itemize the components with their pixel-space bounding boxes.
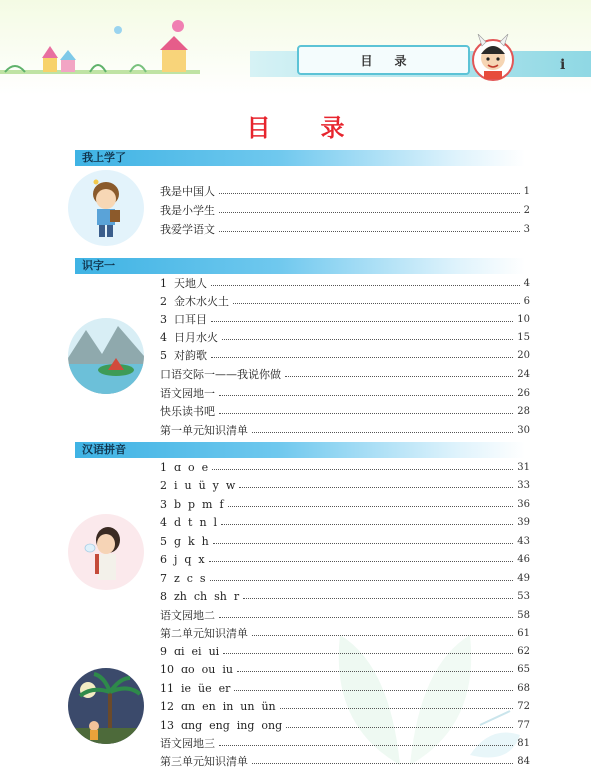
- toc-entry-title: 第三单元知识清单: [160, 755, 248, 768]
- toc-entry-page: 39: [517, 517, 530, 528]
- section-label: 汉语拼音: [82, 443, 126, 456]
- toc-entry-title: 第二单元知识清单: [160, 627, 248, 640]
- dot-leader: [211, 357, 513, 358]
- section-label: 识字一: [82, 259, 115, 272]
- dot-leader: [285, 376, 513, 377]
- toc-entry-page: 36: [517, 499, 530, 510]
- dot-leader: [212, 469, 513, 470]
- toc-entry[interactable]: [160, 477, 530, 495]
- toc-entry[interactable]: [160, 347, 530, 365]
- toc-entry-title: 语文园地三: [160, 737, 215, 750]
- toc-entry-page: 4: [523, 278, 530, 289]
- section-label: 我上学了: [82, 151, 126, 164]
- toc-entry-title: 5 对韵歌: [160, 349, 207, 362]
- toc-entry[interactable]: [160, 293, 530, 311]
- dot-leader: [221, 524, 513, 525]
- dot-leader: [219, 395, 513, 396]
- toc-entry-page: 30: [517, 425, 530, 436]
- toc-entry-page: 81: [517, 738, 530, 749]
- mascot-character-icon: [472, 34, 514, 82]
- toc-entry[interactable]: [160, 183, 530, 201]
- toc-entry[interactable]: [160, 366, 530, 384]
- toc-entry-page: 46: [517, 554, 530, 565]
- toc-entry-page: 72: [517, 701, 530, 712]
- dot-leader: [286, 727, 513, 728]
- toc-entry-title: 7 z c s: [160, 572, 206, 585]
- toc-entry-page: 62: [517, 646, 530, 657]
- toc-entry[interactable]: [160, 717, 530, 735]
- dot-leader: [237, 671, 513, 672]
- header-title-scroll: [297, 45, 470, 75]
- toc-entry-title: 我爱学语文: [160, 223, 215, 236]
- toc-entry[interactable]: [160, 422, 530, 440]
- dot-leader: [219, 413, 513, 414]
- toc-entry-title: 快乐读书吧: [160, 405, 215, 418]
- dot-leader: [280, 708, 514, 709]
- toc-entry[interactable]: [160, 625, 530, 643]
- dot-leader: [219, 617, 513, 618]
- header-title-char-2: 录: [394, 53, 407, 68]
- toc-entry-title: 1 ɑ o e: [160, 461, 209, 474]
- toc-entry[interactable]: [160, 698, 530, 716]
- toc-entry[interactable]: [160, 661, 530, 679]
- toc-entry[interactable]: [160, 275, 530, 293]
- toc-entry-page: 84: [517, 756, 530, 767]
- toc-entry-page: 24: [517, 369, 530, 380]
- dot-leader: [219, 745, 513, 746]
- landscape-illustration-icon: [68, 318, 144, 394]
- toc-entry-title: 4 d t n l: [160, 516, 218, 529]
- dot-leader: [239, 487, 513, 488]
- toc-entry-page: 31: [517, 462, 530, 473]
- toc-entry[interactable]: [160, 643, 530, 661]
- boy-illustration-icon: [68, 170, 144, 246]
- toc-entry-page: 28: [517, 406, 530, 417]
- toc-entry[interactable]: [160, 735, 530, 753]
- dot-leader: [210, 580, 514, 581]
- toc-entry[interactable]: [160, 588, 530, 606]
- toc-entry[interactable]: [160, 221, 530, 239]
- toc-entry-page: 68: [517, 683, 530, 694]
- toc-entry-page: 58: [517, 610, 530, 621]
- toc-entry-title: 8 zh ch sh r: [160, 590, 240, 603]
- toc-entry-title: 4 日月水火: [160, 331, 218, 344]
- toc-entry[interactable]: [160, 680, 530, 698]
- toc-entry-title: 口语交际一——我说你做: [160, 368, 281, 381]
- toc-entry-title: 12 ɑn en in un ün: [160, 700, 276, 713]
- toc-entry-title: 3 口耳目: [160, 313, 207, 326]
- toc-entry-page: 53: [517, 591, 530, 602]
- toc-entry-page: 10: [517, 314, 530, 325]
- section-bar: [75, 150, 525, 166]
- toc-entry-title: 我是中国人: [160, 185, 215, 198]
- night-palm-illustration-icon: [68, 668, 144, 744]
- toc-entry-title: 3 b p m f: [160, 498, 224, 511]
- dot-leader: [219, 193, 520, 194]
- toc-entry-title: 语文园地一: [160, 387, 215, 400]
- toc-entry-title: 第一单元知识清单: [160, 424, 248, 437]
- dot-leader: [234, 690, 513, 691]
- toc-entry-page: 3: [523, 224, 530, 235]
- page-title: [0, 108, 591, 143]
- section-bar: [75, 442, 525, 458]
- toc-entry-title: 6 j q x: [160, 553, 205, 566]
- toc-entry-title: 11 ie üe er: [160, 682, 231, 695]
- toc-entry-title: 我是小学生: [160, 204, 215, 217]
- toc-entry[interactable]: [160, 496, 530, 514]
- toc-entry-page: 6: [523, 296, 530, 307]
- dot-leader: [219, 212, 520, 213]
- toc-entry[interactable]: [160, 533, 530, 551]
- dot-leader: [252, 763, 513, 764]
- toc-entry-title: 9 ɑi ei ui: [160, 645, 220, 658]
- toc-entry[interactable]: [160, 311, 530, 329]
- toc-entry-page: 61: [517, 628, 530, 639]
- toc-entry-title: 10 ɑo ou iu: [160, 663, 233, 676]
- toc-entry[interactable]: [160, 551, 530, 569]
- dot-leader: [219, 231, 520, 232]
- toc-entry-page: 1: [523, 186, 530, 197]
- dot-leader: [213, 543, 513, 544]
- toc-entry-page: 43: [517, 536, 530, 547]
- toc-entry-page: 15: [517, 332, 530, 343]
- dot-leader: [222, 339, 513, 340]
- toc-entry[interactable]: [160, 385, 530, 403]
- dot-leader: [243, 598, 513, 599]
- toc-entry[interactable]: [160, 202, 530, 220]
- toc-entry-page: 26: [517, 388, 530, 399]
- toc-entry-title: 语文园地二: [160, 609, 215, 622]
- toc-entry-title: 13 ɑng eng ing ong: [160, 719, 283, 732]
- dot-leader: [211, 285, 520, 286]
- toc-entry-title: 1 天地人: [160, 277, 207, 290]
- section-bar: [75, 258, 525, 274]
- dot-leader: [223, 653, 513, 654]
- page-number-roman: i: [560, 57, 566, 73]
- page-title-char-1: 目: [246, 114, 271, 142]
- toc-entry-page: 65: [517, 664, 530, 675]
- toc-entry-page: 77: [517, 720, 530, 731]
- toc-entry[interactable]: [160, 329, 530, 347]
- toc-entry-page: 20: [517, 350, 530, 361]
- toc-entry[interactable]: [160, 459, 530, 477]
- header-title-char-1: 目: [360, 53, 373, 68]
- village-decoration-icon: [0, 0, 200, 85]
- toc-entry[interactable]: [160, 607, 530, 625]
- dot-leader: [233, 303, 520, 304]
- toc-entry[interactable]: [160, 514, 530, 532]
- dot-leader: [252, 635, 513, 636]
- toc-entry-title: 2 金木水火土: [160, 295, 229, 308]
- toc-entry-page: 33: [517, 480, 530, 491]
- toc-entry-title: 5 g k h: [160, 535, 209, 548]
- toc-entry[interactable]: [160, 753, 530, 771]
- dot-leader: [228, 506, 514, 507]
- toc-entry-title: 2 i u ü y w: [160, 479, 236, 492]
- toc-entry-page: 49: [517, 573, 530, 584]
- dot-leader: [209, 561, 514, 562]
- toc-entry[interactable]: [160, 570, 530, 588]
- girl-illustration-icon: [68, 514, 144, 590]
- dot-leader: [252, 432, 513, 433]
- page-title-char-2: 录: [320, 114, 345, 142]
- toc-entry-page: 2: [523, 205, 530, 216]
- dot-leader: [211, 321, 513, 322]
- toc-entry[interactable]: [160, 403, 530, 421]
